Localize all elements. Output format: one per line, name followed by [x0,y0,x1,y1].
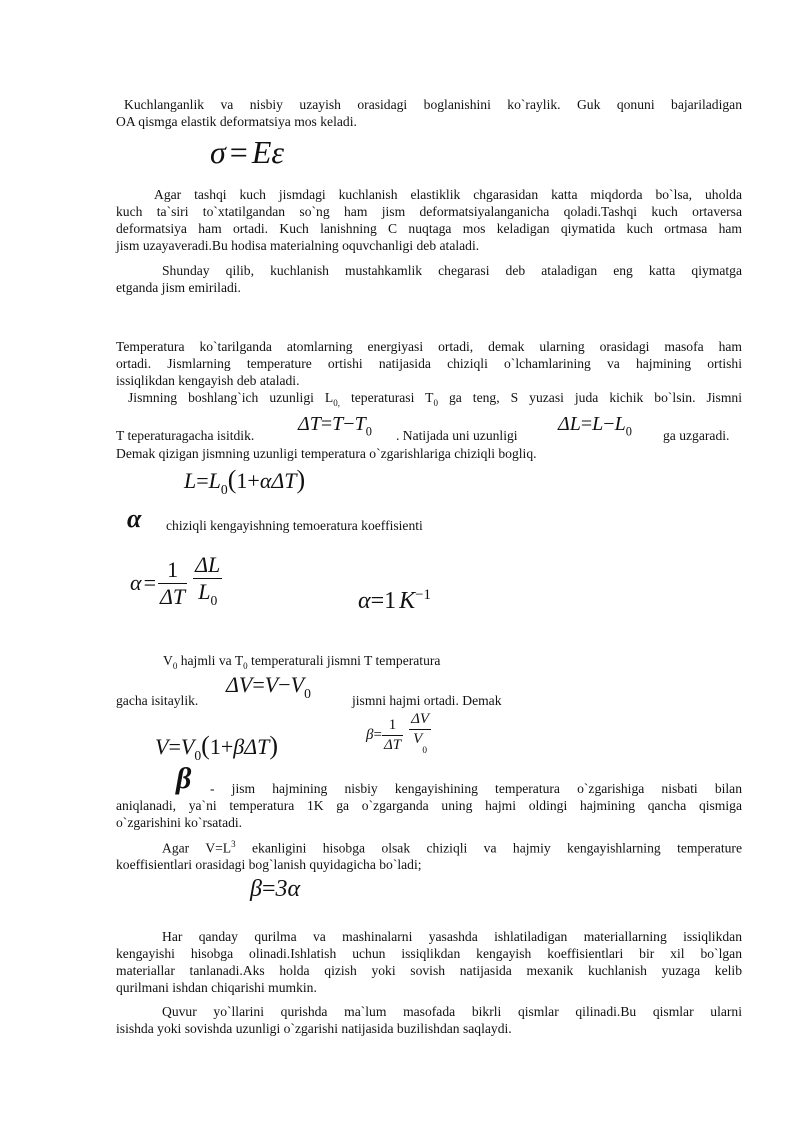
subscript: 0, [333,398,340,409]
formula-part: ΔV [226,672,253,697]
formula-part: α [130,570,142,596]
paragraph-applications [116,928,742,996]
denominator: ΔT [383,737,402,754]
text-part: hajmli va T [177,653,244,668]
subscript: 0 [194,748,202,764]
subscript: 0 [365,424,372,439]
text-line: Temperatura ko`tarilganda atomlarning energiyasi ortadi, demak ularning orasidagi masofa ham [116,339,742,354]
beta-alpha-formula [250,874,300,904]
delta-l-formula [558,411,632,445]
text-line: . Natijada uni uzunligi [396,428,518,443]
paragraph-pipelines [116,1003,742,1037]
paragraph-thermal-expansion [116,338,742,389]
alpha-unit-formula [358,580,431,616]
fraction [382,716,403,755]
subscript: 0 [172,661,178,672]
numerator: 1 [158,557,187,584]
length-formula [184,466,305,504]
text-line: koeffisientlari orasidagi bog`lanish quyidagicha bo`ladi; [116,857,422,873]
beta-formula [366,710,431,761]
formula-part: T [354,413,366,435]
text-line: Agar tashqi kuch jismdagi kuchlanish elastiklik chgarasidan katta miqdorda bo`lsa, uholda [154,187,742,202]
subscript: 0 [243,661,248,672]
minus-sign: − [278,672,291,697]
numerator: ΔL [195,552,221,577]
plus-sign: + [247,468,260,493]
equals-sign: = [261,876,276,902]
minus-sign: − [343,413,355,435]
text-line: Demak qizigan jismning uzunligi temperatura o`zgarishlariga chiziqli bogliq. [116,446,537,461]
equals-sign: = [143,570,156,596]
text-line: o`zgarishini ko`rsatadi. [116,815,243,830]
delta-v-formula [226,671,311,708]
fraction [158,557,187,610]
subscript: 0 [220,482,228,498]
formula-part: α [358,587,371,614]
subscript: 0 [210,593,218,609]
superscript: −1 [415,587,431,603]
formula-part: L [198,579,211,604]
paren: ) [296,465,306,494]
equals-sign: = [196,468,209,493]
formula-part: βΔT [233,734,270,759]
minus-sign: − [603,413,615,435]
formula-part: V [155,734,169,759]
text-line: - jism hajmining nisbiy kengayishining temperatura o`zgarishiga nisbati bilan [210,781,742,796]
formula-part: ΔT [298,413,321,435]
text-line: etganda jism emiriladi. [116,280,241,295]
formula-rhs: Eε [251,134,284,170]
text-line: Shunday qilib, kuchlanish mustahkamlik chegarasi deb ataladigan eng katta qiymatga [162,263,742,278]
text-line: qurilmani ishdan chiqarishi mumkin. [116,980,317,995]
formula-part: V [413,731,423,747]
formula-part: ΔL [558,413,581,435]
text-line: materiallar tanlanadi.Aks holda qizish yoki sovish natijasida mexanik kuchlanish yuzaga kelib [116,963,742,978]
formula-part: V [180,734,195,759]
denominator: ΔT [159,583,186,609]
numerator: 1 [382,716,403,736]
denominator [409,730,431,761]
equals-sign: = [252,672,265,697]
alpha-formula [130,552,222,614]
denominator [193,579,222,614]
formula-part: 1 [236,468,248,493]
text-part: teperaturasi T [339,390,434,405]
equals-sign: = [229,134,248,170]
alpha-description: chiziqli kengayishning temoeratura koeffisienti [166,518,423,533]
text-line: ortadi. Jismlarning temperature ortishi natijasida chiziqli o`lchamlarining va hajmining ortishi [116,356,742,371]
formula-part: 1 [209,734,221,759]
formula-part: K [399,587,416,614]
numerator: ΔV [409,710,431,730]
subscript: 0 [433,398,438,409]
text-line: gacha isitaylik. [116,693,199,708]
formula-part: L [614,413,626,435]
equals-sign: = [320,413,333,435]
text-line: jism uzayaveradi.Bu hodisa materialning oquvchanligi deb ataladi. [116,238,480,253]
paren: ( [227,465,237,494]
text-line: OA qismga elastik deformatsiya mos keladi. [116,114,357,129]
paragraph-strength-limit [116,262,742,296]
subscript: 0 [625,424,632,439]
alpha-symbol: α [127,504,142,533]
sigma-symbol: σ [210,134,226,170]
text-line: jismni hajmi ortadi. Demak [352,693,502,708]
fraction [193,552,222,614]
text-part: V [163,653,173,668]
text-line [116,389,742,412]
hooke-formula [210,132,284,172]
text-line: Har qanday qurilma va mashinalarni yasashda ishlatiladigan materiallarning issiqlikdan [162,929,742,944]
beta-symbol: β [176,762,192,795]
formula-part: L [208,468,221,493]
equals-sign: = [370,587,385,614]
equals-sign: = [373,727,382,744]
text-part: ga teng, S yuzasi juda kichik bo`lsin. Jismni [437,390,742,405]
text-line: issiqlikdan kengayish deb ataladi. [116,373,300,388]
equals-sign: = [168,734,181,759]
paragraph-initial-length [116,389,742,412]
text-part: ekanligini hisobga olsak chiziqli va hajmiy kengayishlarning temperature [235,840,742,856]
text-line: kuch ta`siri to`xtatilgandan so`ng ham jism deformatsiyalanganicha qoladi.Tashqi kuch ortaversa [116,204,742,219]
subscript: 0 [422,746,427,757]
paragraph-relation [116,836,742,873]
paren: ( [201,731,210,760]
formula-part: T [332,413,344,435]
formula-part: β [366,727,374,744]
formula-part: 1 [384,587,397,614]
superscript: 3 [231,839,236,849]
plus-sign: + [220,734,234,759]
text-part: temperaturali jismni T temperatura [247,653,441,668]
fraction [409,710,431,761]
text-line [116,836,742,856]
formula-part: αΔT [259,468,297,493]
equals-sign: = [580,413,593,435]
text-part: Agar V=L [162,840,232,856]
text-line: T teperaturagacha isitdik. [116,428,255,443]
text-part: Jismning boshlang`ich uzunligi L [128,390,334,405]
text-line: aniqlanadi, ya`ni temperatura 1K ga o`zgarganda uning hajmi oldingi hajmining qancha qismiga [116,798,742,813]
text-line: deformatsiya ham ortadi. Kuch lanishning C nuqtaga mos keladigan qiymatida kuch ortmasa ham [116,221,742,236]
text-line: Quvur yo`llarini qurishda ma`lum masofada bikrli qismlar qilinadi.Bu qismlar ularni [162,1004,742,1019]
text-line: ga uzgaradi. [663,428,730,443]
formula-part: L [184,468,197,493]
paragraph-plasticity [116,186,742,254]
text-line: kengayishi hisobga olinadi.Ishlatish uchun issiqlikdan kengayish koeffisientlari bir xil bo`lgan [116,946,742,961]
formula-part: 3α [275,876,301,902]
formula-part: V [290,672,305,697]
paren: ) [269,731,279,760]
formula-part: L [592,413,604,435]
paragraph-hooke-intro [116,96,742,130]
subscript: 0 [304,686,311,702]
delta-t-formula [298,411,372,445]
formula-part: V [264,672,279,697]
text-line: Kuchlanganlik va nisbiy uzayish orasidagi boglanishini ko`raylik. Guk qonuni bajariladigan [124,97,742,112]
text-line: isishda yoki sovishda uzunligi o`zgarishi natijasida buzilishdan saqlaydi. [116,1021,512,1036]
volume-formula [155,731,278,771]
paragraph-beta-definition [116,780,742,831]
formula-part: β [250,876,262,902]
